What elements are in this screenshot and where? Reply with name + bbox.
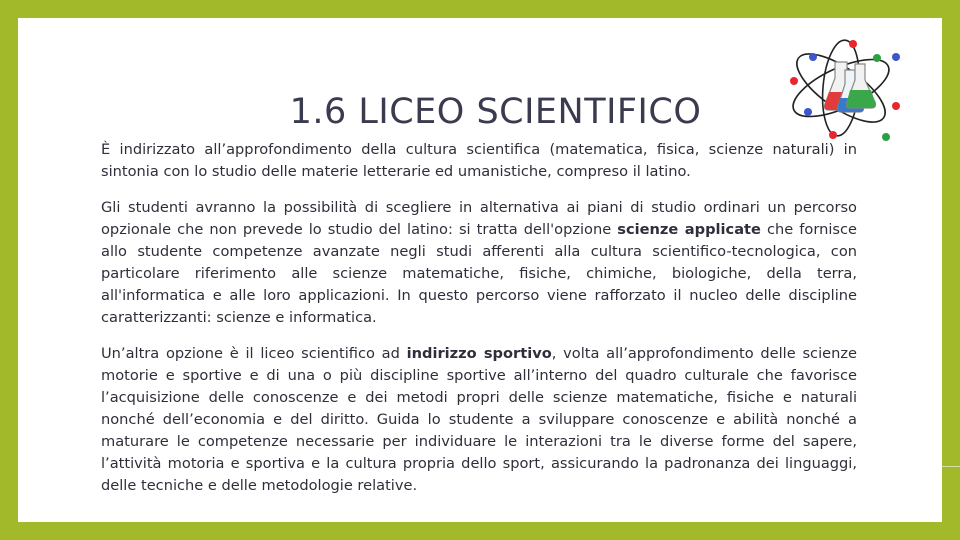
slide [18,18,942,522]
divider [942,466,960,467]
paragraph-scienze-applicate [101,197,857,329]
paragraph-2-text-end: che fornisce allo studente competenze avanzate negli studi afferenti alla cultura scientifico-tecnologica, con particolare riferimento alle scienze matematiche, fisiche, chimiche, biologiche, della terra, all'informatica e alle loro applicazioni. In questo percorso viene rafforzato il nucleo delle discipline caratterizzanti: scienze e informatica. [101,221,858,326]
paragraph-3-text-end: , volta all’approfondimento delle scienze motorie e sportive e di una o più discipline sportive all’interno del quadro culturale che favorisce l’acquisizione delle conoscenze e dei metodi propri delle scienze matematiche, fisiche e naturali nonché dell’economia e del diritto. Guida lo studente a sviluppare conoscenze e abilità nonché a maturare le competenze necessarie per individuare le interazioni tra le diverse forme del sapere, l’attività motoria e sportiva e la cultura propria dello sport, assicurando la padronanza dei linguaggi, delle tecniche e delle metodologie relative. [101,345,858,494]
paragraph-indirizzo-sportivo [101,343,857,497]
paragraph-2-text-start: Gli studenti avranno la possibilità di scegliere in alternativa ai piani di studio ordinari un percorso opzionale che non prevede lo studio del latino: si tratta dell'opzione [101,199,857,238]
paragraph-intro [101,139,857,183]
atom-flasks-icon [781,30,901,150]
body-text [101,139,857,497]
paragraph-3-text-start: Un’altra opzione è il liceo scientifico ad [101,345,407,362]
paragraph-intro-text: È indirizzato all’approfondimento della cultura scientifica (matematica, fisica, scienze naturali) in sintonia con lo studio delle materie letterarie ed umanistiche, compreso il latino. [101,141,857,180]
slide-title: 1.6 LICEO SCIENTIFICO [289,92,702,132]
indirizzo-sportivo-term: indirizzo sportivo [406,345,552,362]
scienze-applicate-term: scienze applicate [617,221,761,238]
